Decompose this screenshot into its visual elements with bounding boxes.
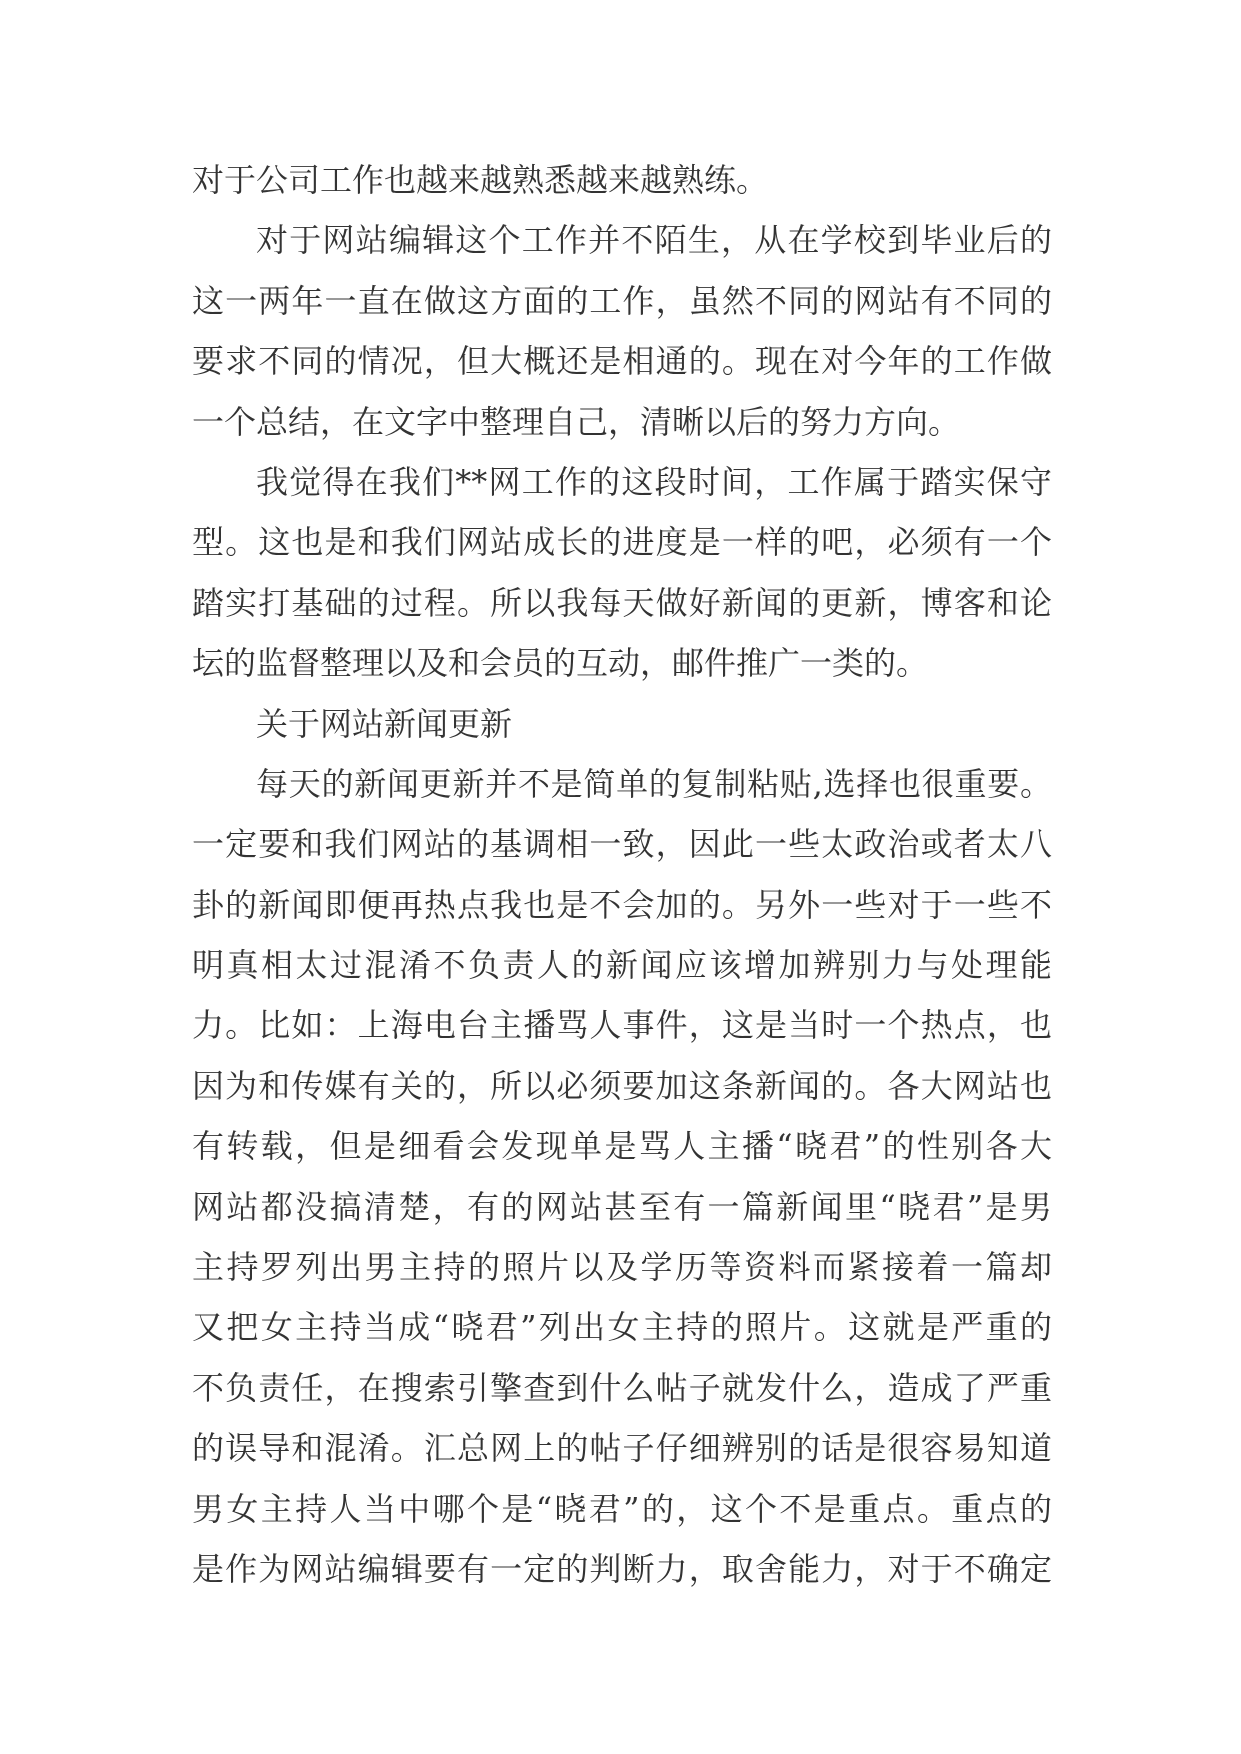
text-line: 的误导和混淆。汇总网上的帖子仔细辨别的话是很容易知道 bbox=[192, 1429, 1052, 1468]
text-line: 我觉得在我们**网工作的这段时间，工作属于踏实保守 bbox=[256, 462, 1052, 501]
text-line: 是作为网站编辑要有一定的判断力，取舍能力，对于不确定 bbox=[192, 1549, 1052, 1588]
text-line: 男女主持人当中哪个是“晓君”的，这个不是重点。重点的 bbox=[192, 1489, 1052, 1528]
body-text bbox=[192, 150, 1052, 1599]
text-line: 每天的新闻更新并不是简单的复制粘贴,选择也很重要。 bbox=[256, 764, 1052, 803]
text-line: 网站都没搞清楚，有的网站甚至有一篇新闻里“晓君”是男 bbox=[192, 1187, 1052, 1226]
text-line: 对于网站编辑这个工作并不陌生，从在学校到毕业后的 bbox=[256, 221, 1052, 260]
text-line: 要求不同的情况，但大概还是相通的。现在对今年的工作做 bbox=[192, 342, 1052, 381]
text-line: 一个总结，在文字中整理自己，清晰以后的努力方向。 bbox=[192, 402, 961, 441]
text-line: 对于公司工作也越来越熟悉越来越熟练。 bbox=[192, 161, 769, 199]
text-line: 因为和传媒有关的，所以必须要加这条新闻的。各大网站也 bbox=[192, 1066, 1052, 1105]
text-line: 坛的监督整理以及和会员的互动，邮件推广一类的。 bbox=[192, 644, 929, 683]
text-line: 一定要和我们网站的基调相一致，因此一些太政治或者太八 bbox=[192, 825, 1052, 864]
text-line: 明真相太过混淆不负责人的新闻应该增加辨别力与处理能 bbox=[192, 946, 1052, 985]
text-line: 不负责任，在搜索引擎查到什么帖子就发什么，造成了严重 bbox=[192, 1368, 1052, 1407]
text-line: 又把女主持当成“晓君”列出女主持的照片。这就是严重的 bbox=[192, 1308, 1052, 1347]
text-line: 踏实打基础的过程。所以我每天做好新闻的更新，博客和论 bbox=[192, 583, 1052, 622]
text-line: 型。这也是和我们网站成长的进度是一样的吧，必须有一个 bbox=[192, 523, 1052, 562]
text-line: 有转载，但是细看会发现单是骂人主播“晓君”的性别各大 bbox=[192, 1127, 1052, 1166]
text-line: 力。比如：上海电台主播骂人事件，这是当时一个热点，也 bbox=[192, 1006, 1052, 1045]
text-line: 主持罗列出男主持的照片以及学历等资料而紧接着一篇却 bbox=[192, 1248, 1052, 1287]
section-heading: 关于网站新闻更新 bbox=[256, 704, 513, 743]
text-line: 这一两年一直在做这方面的工作，虽然不同的网站有不同的 bbox=[192, 281, 1052, 320]
text-line: 卦的新闻即便再热点我也是不会加的。另外一些对于一些不 bbox=[192, 885, 1052, 924]
